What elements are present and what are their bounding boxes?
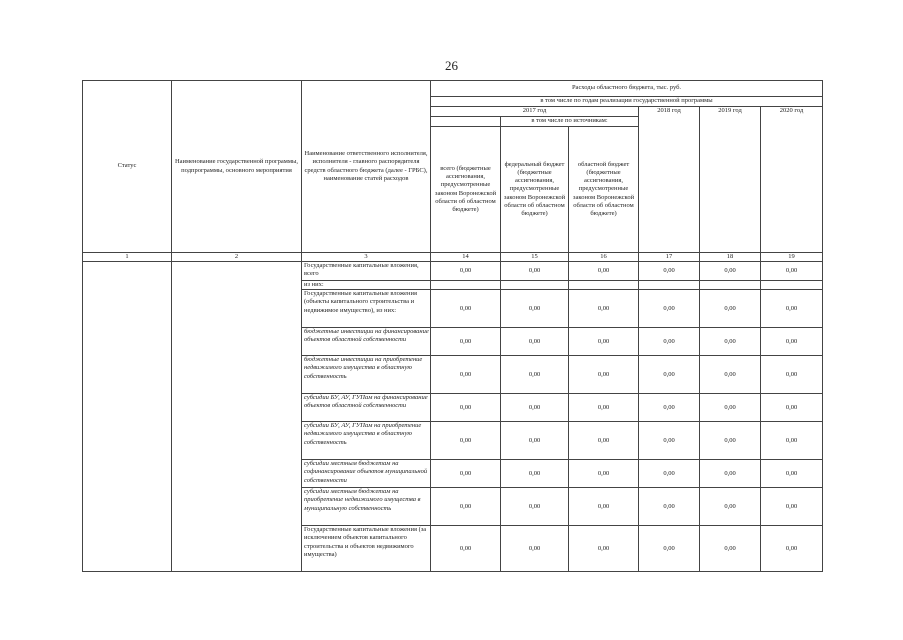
value-cell	[569, 281, 639, 290]
value-cell: 0,00	[700, 526, 761, 572]
budget-table	[82, 80, 823, 572]
column-number: 15	[501, 253, 569, 262]
header-year-2020: 2020 год	[761, 107, 823, 253]
value-cell: 0,00	[431, 328, 501, 356]
column-number: 16	[569, 253, 639, 262]
header-year-2019: 2019 год	[700, 107, 761, 253]
value-cell: 0,00	[761, 328, 823, 356]
program-name-cell	[172, 262, 302, 572]
header-regional: областной бюджет (бюджетные ассигнования, предусмотренные законом Воронежской области об областном бюджете)	[569, 127, 639, 253]
value-cell: 0,00	[501, 394, 569, 422]
value-cell: 0,00	[761, 394, 823, 422]
column-number: 2	[172, 253, 302, 262]
value-cell: 0,00	[761, 422, 823, 460]
value-cell: 0,00	[501, 526, 569, 572]
value-cell: 0,00	[639, 394, 700, 422]
value-cell: 0,00	[501, 460, 569, 488]
value-cell: 0,00	[431, 526, 501, 572]
value-cell: 0,00	[639, 356, 700, 394]
value-cell: 0,00	[700, 488, 761, 526]
value-cell: 0,00	[431, 460, 501, 488]
header-year-2018: 2018 год	[639, 107, 700, 253]
value-cell: 0,00	[431, 394, 501, 422]
value-cell: 0,00	[431, 290, 501, 328]
value-cell: 0,00	[569, 356, 639, 394]
value-cell: 0,00	[639, 460, 700, 488]
value-cell: 0,00	[501, 328, 569, 356]
header-by-years: в том числе по годам реализации государственной программы	[431, 97, 823, 107]
header-program-name: Наименование государственной программы, подпрограммы, основного мероприятия	[172, 81, 302, 253]
value-cell: 0,00	[501, 422, 569, 460]
header-year-2017: 2017 год	[431, 107, 639, 117]
table-row	[83, 262, 823, 281]
value-cell: 0,00	[700, 422, 761, 460]
column-number: 14	[431, 253, 501, 262]
value-cell: 0,00	[700, 460, 761, 488]
value-cell: 0,00	[569, 488, 639, 526]
row-label: субсидии БУ, АУ, ГУПам на финансирование объектов областной собственности	[302, 394, 431, 422]
value-cell: 0,00	[639, 488, 700, 526]
value-cell	[639, 281, 700, 290]
row-label: из них:	[302, 281, 431, 290]
value-cell: 0,00	[501, 356, 569, 394]
header-executor: Наименование ответственного исполнителя, исполнителя - главного распорядителя средств областного бюджета (далее - ГРБС), наименование статей расходов	[302, 81, 431, 253]
value-cell: 0,00	[761, 488, 823, 526]
value-cell: 0,00	[639, 290, 700, 328]
value-cell: 0,00	[700, 328, 761, 356]
row-label: субсидии местным бюджетам на софинансирование объектов муниципальной собственности	[302, 460, 431, 488]
value-cell: 0,00	[639, 422, 700, 460]
column-numbers-row	[83, 253, 823, 262]
value-cell	[431, 281, 501, 290]
value-cell: 0,00	[431, 262, 501, 281]
value-cell: 0,00	[639, 262, 700, 281]
row-label: Государственные капитальные вложения (объекты капитального строительства и недвижимое имущество), из них:	[302, 290, 431, 328]
value-cell: 0,00	[639, 328, 700, 356]
row-label: субсидии БУ, АУ, ГУПам на приобретение недвижимого имущества в областную собственность	[302, 422, 431, 460]
header-total: всего (бюджетные ассигнования, предусмотренные законом Воронежской области об областном бюджете)	[431, 127, 501, 253]
row-label: бюджетные инвестиции на финансирование объектов областной собственности	[302, 328, 431, 356]
row-label: Государственные капитальные вложения, всего	[302, 262, 431, 281]
value-cell: 0,00	[569, 422, 639, 460]
value-cell: 0,00	[431, 422, 501, 460]
header-expenses: Расходы областного бюджета, тыс. руб.	[431, 81, 823, 97]
value-cell: 0,00	[431, 488, 501, 526]
header-status: Статус	[83, 81, 172, 253]
value-cell: 0,00	[700, 290, 761, 328]
status-cell	[83, 262, 172, 572]
value-cell: 0,00	[569, 460, 639, 488]
value-cell: 0,00	[761, 526, 823, 572]
row-label: субсидии местным бюджетам на приобретение недвижимого имущества в муниципальную собственность	[302, 488, 431, 526]
value-cell: 0,00	[501, 488, 569, 526]
value-cell: 0,00	[569, 394, 639, 422]
column-number: 3	[302, 253, 431, 262]
value-cell	[700, 281, 761, 290]
page-number: 26	[445, 58, 458, 73]
value-cell	[501, 281, 569, 290]
value-cell: 0,00	[501, 290, 569, 328]
value-cell: 0,00	[700, 356, 761, 394]
value-cell: 0,00	[431, 356, 501, 394]
value-cell: 0,00	[569, 290, 639, 328]
row-label: Государственные капитальные вложения (за исключением объектов капитального строительства и объектов недвижимого имущества)	[302, 526, 431, 572]
value-cell: 0,00	[761, 262, 823, 281]
value-cell: 0,00	[569, 262, 639, 281]
header-by-sources: в том числе по источникам:	[501, 117, 639, 127]
value-cell: 0,00	[639, 526, 700, 572]
value-cell: 0,00	[761, 356, 823, 394]
value-cell: 0,00	[700, 262, 761, 281]
column-number: 17	[639, 253, 700, 262]
row-label: бюджетные инвестиции на приобретение недвижимого имущества в областную собственность	[302, 356, 431, 394]
value-cell: 0,00	[569, 526, 639, 572]
value-cell: 0,00	[501, 262, 569, 281]
column-number: 1	[83, 253, 172, 262]
column-number: 18	[700, 253, 761, 262]
value-cell: 0,00	[569, 328, 639, 356]
value-cell	[761, 281, 823, 290]
value-cell: 0,00	[761, 460, 823, 488]
value-cell: 0,00	[761, 290, 823, 328]
column-number: 19	[761, 253, 823, 262]
header-federal: федеральный бюджет (бюджетные ассигнования, предусмотренные законом Воронежской области об областном бюджете)	[501, 127, 569, 253]
value-cell: 0,00	[700, 394, 761, 422]
